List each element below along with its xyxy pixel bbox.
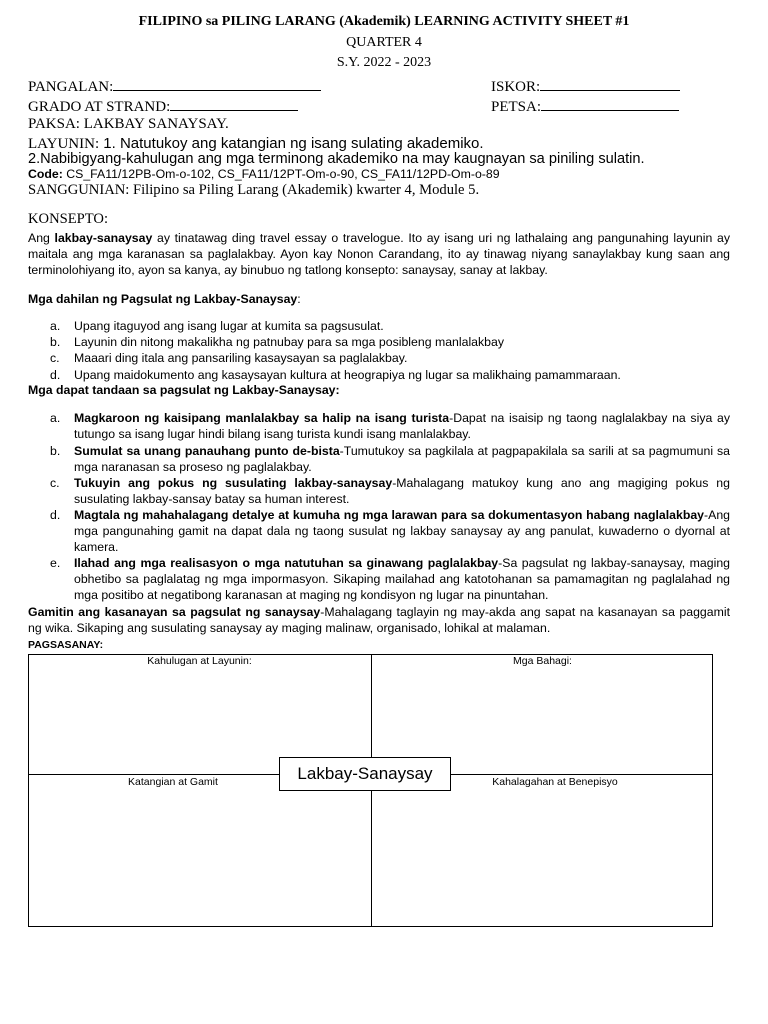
list-text: Maaari ding itala ang pansariling kasaysayan sa paglalakbay.: [74, 351, 408, 365]
pagsasanay-label-text: PAGSASANAY:: [28, 639, 104, 651]
list-desc: -Mahalagang matukoy kung ano ang magiging pokus ng susulating lakbay-sansay batay sa human interest.: [74, 476, 730, 507]
pangalan-line[interactable]: [113, 76, 321, 91]
dahilan-heading: [28, 292, 301, 306]
list-desc: -Dapat na isaisip ng taong naglalakbay na siya ay tutungo sa isang lugar hindi bilang isang turista kundi isang manlalakbay.: [74, 411, 730, 442]
grado-line[interactable]: [170, 96, 298, 111]
list-marker: e.: [50, 556, 61, 570]
konsepto-term: lakbay-sanaysay: [54, 231, 153, 245]
dahilan-heading-text: Mga dahilan ng Pagsulat ng Lakbay-Sanaysay: [28, 292, 298, 306]
cell-top-right-label[interactable]: Mga Bahagi:: [513, 655, 572, 667]
grado-field[interactable]: [28, 96, 298, 116]
gamitin-paragraph: [28, 604, 730, 636]
petsa-line[interactable]: [541, 96, 679, 111]
list-marker: d.: [50, 508, 61, 522]
list-text: Upang itaguyod ang isang lugar at kumita sa pagsusulat.: [74, 319, 384, 333]
list-marker: d.: [50, 368, 61, 382]
gamitin-text: -Mahalagang taglayin ng may-akda ang sapat na kasanayan sa paggamit ng wika. Sikaping ang susulating sanaysay ay maging malinaw, organisado, lohikal at malaman.: [28, 605, 730, 636]
list-marker: b.: [50, 335, 61, 349]
list-text: [74, 507, 730, 556]
list-bold: Magtala ng mahahalagang detalye at kumuha ng mga larawan para sa dokumentasyon habang naglalakbay: [74, 508, 705, 522]
list-text: [74, 555, 730, 604]
list-marker: c.: [50, 351, 60, 365]
list-item: [28, 318, 730, 334]
iskor-line[interactable]: [540, 76, 680, 91]
layunin-label: LAYUNIN:: [28, 136, 100, 152]
list-item: [28, 350, 730, 366]
tandaan-heading-text: Mga dapat tandaan sa pagsulat ng Lakbay-Sanaysay:: [28, 383, 340, 397]
list-item: [28, 555, 730, 604]
petsa-label: PETSA:: [491, 99, 542, 115]
list-item: [28, 334, 730, 350]
center-topic-box: Lakbay-Sanaysay: [279, 757, 451, 791]
list-marker: c.: [50, 476, 60, 490]
iskor-label: ISKOR:: [491, 79, 541, 95]
list-bold: Sumulat sa unang panauhang punto de-bista: [74, 444, 340, 458]
list-desc: -Sa pagsulat ng lakbay-sanaysay, maging obhetibo sa paglalatag ng mga impormasyon. Sikaping mailahad ang katotohanan sa pamamagitan ng paglalahad ng mga positibo at negatibong karanasan at maging ng kondisyon ng lugar na pinuntahan.: [74, 556, 730, 603]
list-text: Upang maidokumento ang kasaysayan kultura at heograpiya ng lugar sa malikhaing pamammaraan.: [74, 368, 621, 382]
cell-bottom-right-label[interactable]: Kahalagahan at Benepisyo: [492, 776, 618, 788]
list-bold: Tukuyin ang pokus ng susulating lakbay-sanaysay: [74, 476, 393, 490]
list-desc: -Ang mga pangunahing gamit na dapat dala ng taong susulat ng lakbay sanaysay ay ang panulat, kuwaderno o dyornal at kamera.: [74, 508, 730, 555]
code-line: [28, 167, 730, 181]
list-marker: a.: [50, 411, 61, 425]
petsa-field[interactable]: [491, 96, 679, 116]
list-desc: -Tumutukoy sa pagkilala at pagpapakilala sa sarili at sa pagmumuni sa mga naranasan sa proseso ng paglalakbay.: [74, 444, 730, 475]
pagsasanay-label: [28, 639, 103, 651]
konsepto-text-start: Ang: [28, 231, 55, 245]
konsepto-text-rest: ay tinatawag ding travel essay o travelogue. Ito ay isang uri ng lathalaing ang pangunahing layunin ay maitala ang mga karanasan sa paglalakbay. Ayon kay Nonon Carandang, ito ay tinawag niyang sanaylakbay kung saan ang terminolohiyang ito, ayon sa kanya, ay binubuo ng tatlong konsepto: sanaysay, sanay at lakbay.: [28, 231, 730, 278]
list-marker: b.: [50, 444, 61, 458]
list-bold: Magkaroon ng kaisipang manlalakbay sa halip na isang turista: [74, 411, 450, 425]
pangalan-label: PANGALAN:: [28, 79, 114, 95]
code-label: Code:: [28, 167, 63, 181]
grado-label: GRADO AT STRAND:: [28, 99, 171, 115]
list-item: [28, 367, 730, 383]
gamitin-bold: Gamitin ang kasanayan sa pagsulat ng sanaysay: [28, 605, 321, 619]
sanggunian: SANGGUNIAN: Filipino sa Piling Larang (Akademik) kwarter 4, Module 5.: [28, 182, 480, 198]
cell-top-left-label[interactable]: Kahulugan at Layunin:: [147, 655, 252, 667]
list-item: [28, 443, 730, 475]
code-value: CS_FA11/12PB-Om-o-102, CS_FA11/12PT-Om-o-90, CS_FA11/12PD-Om-o-89: [62, 167, 500, 181]
layunin-item-1: 1. Natutukoy ang katangian ng isang sulating akademiko.: [99, 135, 484, 152]
dahilan-colon: :: [297, 292, 301, 306]
cell-bottom-left-label[interactable]: Katangian at Gamit: [128, 776, 218, 788]
list-text: [74, 475, 730, 507]
quarter-label: QUARTER 4: [346, 35, 422, 50]
iskor-field[interactable]: [491, 76, 680, 96]
paksa: PAKSA: LAKBAY SANAYSAY.: [28, 116, 229, 132]
list-text: Layunin din nitong makalikha ng patnubay para sa mga posibleng manlalakbay: [74, 335, 504, 349]
list-item: [28, 507, 730, 556]
konsepto-label: KONSEPTO:: [28, 211, 109, 227]
sheet-title: FILIPINO sa PILING LARANG (Akademik) LEARNING ACTIVITY SHEET #1: [138, 14, 630, 29]
list-text: [74, 443, 730, 475]
school-year: S.Y. 2022 - 2023: [336, 55, 432, 70]
list-marker: a.: [50, 319, 61, 333]
list-item: [28, 475, 730, 507]
list-text: [74, 410, 730, 442]
tandaan-heading: [28, 383, 340, 397]
pangalan-field[interactable]: [28, 76, 321, 96]
list-item: [28, 410, 730, 442]
list-bold: Ilahad ang mga realisasyon o mga natutuhan sa ginawang paglalakbay: [74, 556, 499, 570]
layunin-item-2: 2.Nabibigyang-kahulugan ang mga terminong akademiko na may kaugnayan sa piniling sulatin.: [28, 151, 645, 167]
konsepto-paragraph: [28, 230, 730, 279]
